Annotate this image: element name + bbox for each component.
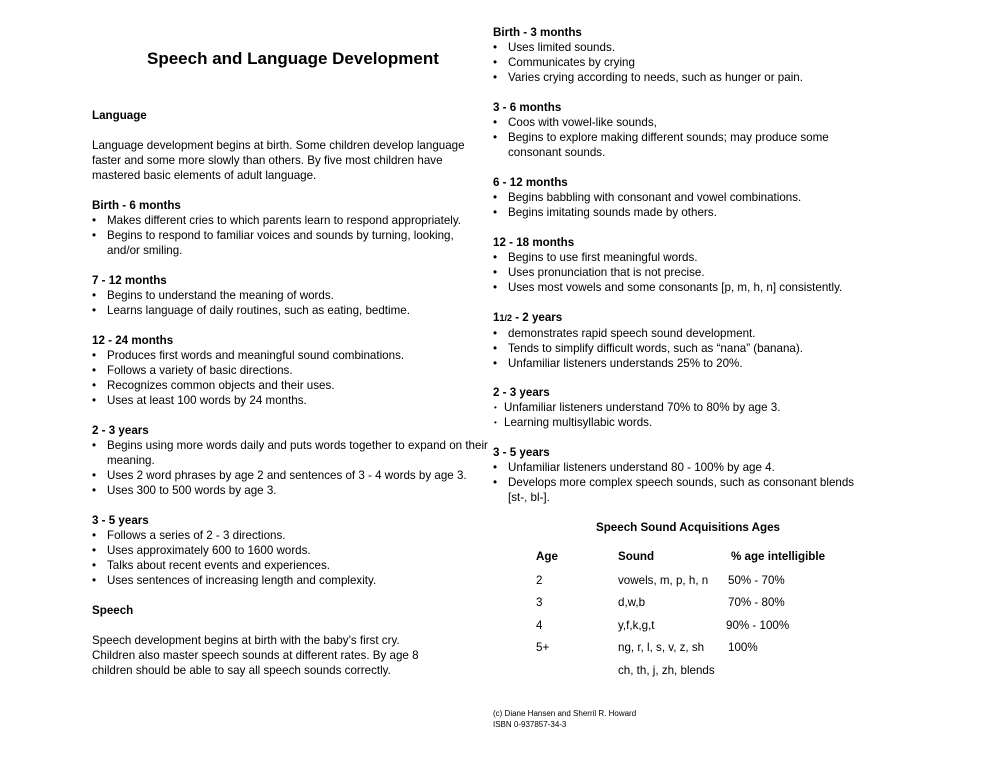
isbn-line: ISBN 0-937857-34-3	[493, 720, 567, 729]
table-cell: y,f,k,g,t	[618, 619, 655, 632]
list-item: • Uses 2 word phrases by age 2 and sentences of 3 - 4 words by age 3.	[92, 468, 488, 483]
table-cell: 90% - 100%	[726, 619, 790, 632]
section-heading: 12 - 18 months	[493, 236, 575, 249]
list-item: • Develops more complex speech sounds, such as consonant blends [st-, bl-].	[493, 475, 866, 505]
list-item: • Unfamiliar listeners understands 25% to 20%.	[493, 356, 893, 371]
list-item: • Unfamiliar listeners understand 80 - 100% by age 4.	[493, 460, 893, 475]
list-item: • Produces first words and meaningful sound combinations.	[92, 348, 488, 363]
list-item: • Uses pronunciation that is not precise.	[493, 265, 893, 280]
list-item: • Begins babbling with consonant and vowel combinations.	[493, 190, 893, 205]
page-title: Speech and Language Development	[147, 49, 439, 68]
copyright-line: (c) Diane Hansen and Sherril R. Howard	[493, 709, 637, 718]
list-item: • Uses approximately 600 to 1600 words.	[92, 543, 488, 558]
section-heading: 3 - 6 months	[493, 101, 562, 114]
table-cell: 70% - 80%	[728, 596, 785, 609]
table-title: Speech Sound Acquisitions Ages	[595, 521, 781, 534]
section-heading: 2 - 3 years	[92, 424, 149, 437]
list-item: • Begins imitating sounds made by others.	[493, 205, 893, 220]
list-item: • Begins to respond to familiar voices and sounds by turning, looking, and/or smiling.	[92, 228, 488, 258]
list-item: • Begins using more words daily and puts words together to expand on their meaning.	[92, 438, 488, 468]
section-6-12-months	[493, 175, 893, 220]
language-section	[92, 108, 488, 123]
language-heading: Language	[92, 109, 147, 122]
list-item: • demonstrates rapid speech sound development.	[493, 326, 893, 341]
table-cell: 5+	[536, 641, 550, 654]
section-2-3-years-speech	[493, 385, 893, 430]
section-3-5-years-speech	[493, 445, 893, 505]
table-cell: 2	[536, 574, 543, 587]
section-heading: Birth - 6 months	[92, 199, 181, 212]
section-birth-6-months	[92, 198, 488, 258]
speech-intro	[92, 633, 488, 678]
list-item: • Learning multisyllabic words.	[493, 415, 893, 430]
table-cell: 3	[536, 596, 543, 609]
table-header-cell: Age	[536, 550, 558, 563]
section-heading: 2 - 3 years	[493, 386, 550, 399]
list-item: • Uses limited sounds.	[493, 40, 893, 55]
section-heading: Birth - 3 months	[493, 26, 582, 39]
list-item: • Begins to explore making different sounds; may produce some consonant sounds.	[493, 130, 878, 160]
section-heading: 6 - 12 months	[493, 176, 568, 189]
section-heading: 3 - 5 years	[493, 446, 550, 459]
section-heading: 12 - 24 months	[92, 334, 174, 347]
section-12-18-months	[493, 235, 893, 295]
speech-intro-line-2: Children also master speech sounds at different rates. By age 8 children should be able to say all speech sounds correctly.	[92, 649, 419, 677]
heading-rest: - 2 years	[511, 311, 563, 324]
language-intro	[92, 138, 488, 183]
speech-intro-line-1: Speech development begins at birth with the baby’s first cry.	[92, 634, 400, 647]
section-1-half-2-years	[493, 310, 893, 371]
heading-main: 1	[493, 311, 500, 324]
list-item: • Uses sentences of increasing length and complexity.	[92, 573, 488, 588]
table-cell: vowels, m, p, h, n	[618, 574, 709, 587]
section-3-6-months	[493, 100, 893, 160]
table-cell: 4	[536, 619, 543, 632]
section-birth-3-months	[493, 25, 893, 85]
table-cell: 50% - 70%	[728, 574, 785, 587]
section-2-3-years	[92, 423, 488, 498]
table-cell: ng, r, l, s, v, z, sh	[618, 641, 705, 654]
list-item: • Coos with vowel-like sounds,	[493, 115, 893, 130]
list-item: • Makes different cries to which parents learn to respond appropriately.	[92, 213, 488, 228]
table-header-cell: Sound	[618, 550, 655, 563]
list-item: • Recognizes common objects and their uses.	[92, 378, 488, 393]
table-cell: 100%	[728, 641, 758, 654]
section-3-5-years	[92, 513, 488, 588]
table-header-cell: % age intelligible	[731, 550, 826, 563]
list-item: • Varies crying according to needs, such as hunger or pain.	[493, 70, 893, 85]
language-intro-text: Language development begins at birth. Some children develop language faster and some more slowly than others. By five most children have mastered basic elements of adult language.	[92, 139, 465, 182]
list-item: • Uses 300 to 500 words by age 3.	[92, 483, 488, 498]
section-7-12-months	[92, 273, 488, 318]
speech-heading: Speech	[92, 604, 134, 617]
speech-section	[92, 603, 488, 618]
section-heading: 3 - 5 years	[92, 514, 149, 527]
list-item: • Begins to understand the meaning of words.	[92, 288, 488, 303]
section-heading	[493, 310, 893, 326]
list-item: • Talks about recent events and experiences.	[92, 558, 488, 573]
section-heading: 7 - 12 months	[92, 274, 167, 287]
list-item: • Uses at least 100 words by 24 months.	[92, 393, 488, 408]
section-12-24-months	[92, 333, 488, 408]
list-item: • Communicates by crying	[493, 55, 893, 70]
list-item: • Uses most vowels and some consonants [p, m, h, n] consistently.	[493, 280, 893, 295]
list-item: • Unfamiliar listeners understand 70% to 80% by age 3.	[493, 400, 893, 415]
table-cell: d,w,b	[618, 596, 646, 609]
copyright-footer	[493, 708, 636, 730]
list-item: • Begins to use first meaningful words.	[493, 250, 893, 265]
heading-fraction: 1/2	[499, 313, 512, 323]
list-item: • Learns language of daily routines, such as eating, bedtime.	[92, 303, 488, 318]
list-item: • Follows a variety of basic directions.	[92, 363, 488, 378]
table-cell: ch, th, j, zh, blends	[618, 664, 715, 677]
list-item: • Tends to simplify difficult words, such as “nana” (banana).	[493, 341, 893, 356]
list-item: • Follows a series of 2 - 3 directions.	[92, 528, 488, 543]
